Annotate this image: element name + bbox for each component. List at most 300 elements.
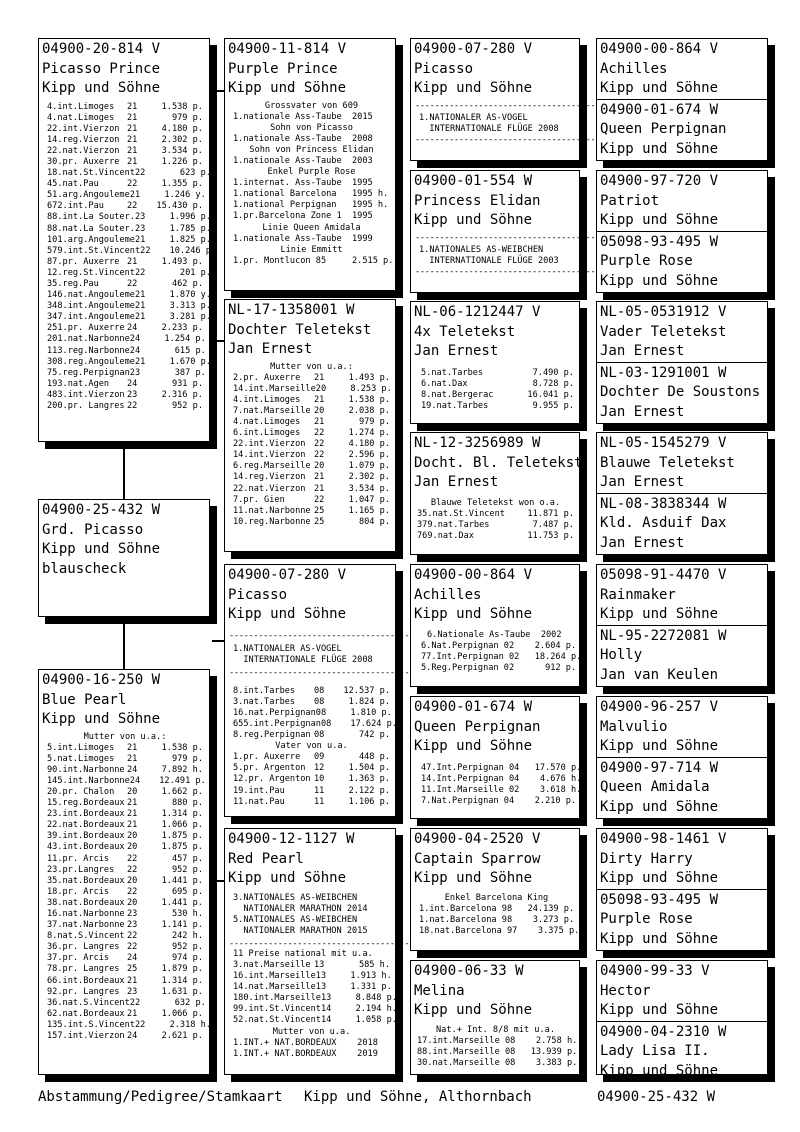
owner-name: Jan Ernest xyxy=(600,343,685,359)
result-race: 35.nat.Bordeaux xyxy=(47,875,125,886)
result-year: 22 xyxy=(314,439,325,450)
footer-breeder: Kipp und Söhne, Althornbach xyxy=(304,1089,532,1105)
pedigree-card-dam xyxy=(38,669,210,1075)
result-prize: 1.058 p. xyxy=(355,1015,397,1026)
result-race: 52.nat.St.Vincent xyxy=(233,1015,321,1026)
result-year: 24 xyxy=(129,345,141,356)
pedigree-card-pair-2 xyxy=(596,170,768,293)
result-row xyxy=(233,495,390,506)
result-year: 21 xyxy=(127,1008,138,1019)
pigeon-name: Queen Amidala xyxy=(600,779,710,795)
results-note: Blauwe Teletekst won o.a. xyxy=(430,497,561,508)
result-year: 25 xyxy=(127,964,138,975)
pigeon-name: Melina xyxy=(414,982,465,999)
result-race: 14.reg.Vierzon xyxy=(47,134,120,145)
result-prize: 1.996 p. xyxy=(169,212,211,223)
owner-name: Kipp und Söhne xyxy=(600,272,719,289)
result-prize: 1.875 p. xyxy=(161,842,203,853)
result-row xyxy=(47,401,203,412)
pigeon-name: Vader Teletekst xyxy=(600,323,727,340)
result-year: 22 xyxy=(314,428,325,439)
result-race: 251.pr. Auxerre xyxy=(47,323,125,334)
achievement-line: INTERNATIONALE FLÜGE 2008 xyxy=(233,654,373,665)
result-prize: 2.604 p. xyxy=(534,640,577,651)
connector-sire-gsire xyxy=(212,90,224,92)
result-prize: 1.493 p. xyxy=(348,372,390,383)
result-year: 22 xyxy=(127,942,138,953)
result-row xyxy=(47,190,206,201)
result-row xyxy=(47,964,203,975)
result-prize: 2.210 p. xyxy=(534,795,577,806)
results-rows xyxy=(417,509,574,542)
result-race: 22.nat.Vierzon xyxy=(47,145,120,156)
result-row xyxy=(233,708,390,719)
ring-number: 05098-93-495 W xyxy=(600,891,719,908)
footer-pedigree-label: Abstammung/Pedigree/Stamkaart xyxy=(38,1089,283,1105)
pedigree-card-g3-dds xyxy=(410,828,580,951)
results-rows xyxy=(47,742,211,1043)
ring-number: NL-17-1358001 W xyxy=(228,302,355,318)
result-race: 483.int.Vierzon xyxy=(47,389,125,400)
result-race: 6.Nat.Perpignan 02 xyxy=(421,640,515,651)
results-list xyxy=(421,762,582,807)
result-prize: 4.180 p. xyxy=(348,439,390,450)
ring-number: 04900-01-554 W xyxy=(414,173,533,189)
result-row xyxy=(47,312,211,323)
result-race: 39.int.Bordeaux xyxy=(47,831,125,842)
result-row xyxy=(47,356,211,368)
result-prize: 1.246 y. xyxy=(164,190,206,201)
result-row xyxy=(47,898,203,909)
result-row xyxy=(47,854,203,865)
ring-number: 04900-11-814 V xyxy=(228,41,347,57)
result-prize: 7.490 p. xyxy=(532,367,574,378)
result-race: 66.int.Bordeaux xyxy=(47,975,125,986)
result-year: 21 xyxy=(127,820,138,831)
result-prize: 9.955 p. xyxy=(532,400,574,411)
connector-dam-gsire xyxy=(212,640,224,642)
ring-number: 04900-07-280 V xyxy=(228,567,347,583)
result-row xyxy=(47,201,203,212)
result-prize: 1.066 p. xyxy=(161,1008,203,1019)
result-year: 20 xyxy=(127,831,138,842)
result-year: 21 xyxy=(127,112,138,123)
result-prize: 2.302 p. xyxy=(348,472,390,483)
result-prize: 2.302 p. xyxy=(161,134,203,145)
result-row xyxy=(421,795,577,807)
results-list xyxy=(421,640,582,674)
result-prize: 1.254 p. xyxy=(164,334,206,345)
result-row xyxy=(47,113,203,124)
achievement-line: 5.NATIONALES AS-WEIBCHEN xyxy=(233,914,358,925)
result-prize: 1.662 p. xyxy=(161,786,203,797)
owner-name: Kipp und Söhne xyxy=(414,212,533,228)
result-year: 22 xyxy=(127,864,138,875)
achievement-line: 1.nationale Ass-Taube 2008 xyxy=(233,133,373,144)
result-row xyxy=(47,367,206,379)
result-prize: 1.870 y. xyxy=(169,290,211,301)
result-race: 672.int.Pau xyxy=(47,201,104,212)
result-race: 30.pr. Auxerre xyxy=(47,156,120,167)
result-year: 22 xyxy=(314,450,325,461)
result-prize: 16.041 p. xyxy=(527,389,574,400)
result-prize: 17.570 p. xyxy=(534,762,582,773)
result-year: 21 xyxy=(127,156,138,167)
ring-number: NL-12-3256989 W xyxy=(414,435,541,451)
result-row xyxy=(47,279,203,290)
result-year: 23 xyxy=(127,909,138,919)
result-race: 15.reg.Bordeaux xyxy=(47,798,125,809)
result-race: 1.nat.Barcelona 98 xyxy=(419,914,513,925)
result-race: 35.reg.Pau xyxy=(47,279,99,289)
result-prize: 17.624 p. xyxy=(350,718,397,729)
result-year: 21 xyxy=(314,472,325,483)
achievement-line: 3.NATIONALES AS-WEIBCHEN xyxy=(233,892,358,903)
result-year: 21 xyxy=(134,301,146,312)
result-row xyxy=(233,686,390,697)
result-row xyxy=(47,168,211,179)
result-race: 51.arg.Angouleme xyxy=(47,190,130,201)
owner-name: Jan Ernest xyxy=(414,343,499,359)
result-row xyxy=(47,987,203,998)
result-race: 5.int.Limoges xyxy=(47,742,115,753)
result-row xyxy=(47,1009,203,1020)
owner-name: Kipp und Söhne xyxy=(600,80,719,96)
result-race: 62.nat.Bordeaux xyxy=(47,1008,125,1019)
owner-name: Jan Ernest xyxy=(600,534,685,551)
result-year: 22 xyxy=(129,997,141,1008)
result-row xyxy=(233,384,390,395)
ring-number: 04900-97-714 W xyxy=(600,759,719,776)
result-race: 19.int.Pau xyxy=(233,785,285,796)
pedigree-card-pair-3 xyxy=(596,301,768,424)
result-year: 22 xyxy=(134,168,146,179)
result-prize: 979 p. xyxy=(171,753,203,764)
result-row xyxy=(417,1057,578,1069)
result-row xyxy=(47,754,203,765)
pigeon-name: Blauwe Teletekst xyxy=(600,454,735,471)
result-race: 101.arg.Angouleme xyxy=(47,234,135,245)
ring-number: 04900-20-814 V xyxy=(42,41,161,57)
result-year: 22 xyxy=(140,245,151,256)
pigeon-name: Kld. Asduif Dax xyxy=(600,515,727,531)
result-year: 21 xyxy=(127,256,138,267)
result-row xyxy=(233,439,390,450)
separator: ------------------------------------- xyxy=(415,266,596,277)
result-race: 14.reg.Vierzon xyxy=(233,472,306,483)
achievement-line: Sohn von Picasso xyxy=(270,122,353,133)
result-race: 308.reg.Angouleme xyxy=(47,356,135,367)
result-row xyxy=(47,1031,203,1042)
result-race: 88.int.La Souter. xyxy=(47,212,135,223)
result-year: 21 xyxy=(314,416,325,427)
result-race: 3.nat.Tarbes xyxy=(233,696,296,707)
result-row xyxy=(233,395,390,406)
result-row xyxy=(233,450,390,461)
result-row xyxy=(233,993,397,1004)
result-race: 8.nat.Bergerac xyxy=(421,389,494,400)
result-race: 7.Nat.Perpignan 04 xyxy=(421,795,515,806)
pigeon-name: Lady Lisa II. xyxy=(600,1043,710,1059)
result-row xyxy=(233,960,390,971)
result-year: 22 xyxy=(127,401,138,412)
owner-name: Kipp und Söhne xyxy=(414,606,533,622)
separator: ------------------------------------- xyxy=(229,938,410,949)
result-row xyxy=(47,212,211,223)
result-race: 45.nat.Pau xyxy=(47,179,99,190)
result-row xyxy=(417,1046,578,1058)
ring-number: 04900-98-1461 V xyxy=(600,831,727,847)
result-row xyxy=(417,520,574,531)
owner-name: Jan Ernest xyxy=(228,341,313,357)
pigeon-name: Hector xyxy=(600,982,651,999)
result-prize: 585 h. xyxy=(358,959,390,970)
result-race: 579.int.St.Vincent xyxy=(47,245,141,256)
result-prize: 387 p. xyxy=(174,367,206,378)
results-list xyxy=(233,685,397,808)
result-year: 21 xyxy=(134,290,146,301)
owner-name: Kipp und Söhne xyxy=(42,80,161,96)
achievement-line: NATIONALER MARATHON 2015 xyxy=(233,925,368,936)
ring-number: 04900-06-33 W xyxy=(414,963,524,979)
results-note: Mutter von u.a.: xyxy=(270,361,353,372)
result-prize: 952 p. xyxy=(171,864,203,875)
result-race: 77.Int.Perpignan 02 xyxy=(421,651,520,662)
separator: ------------------------------------- xyxy=(229,630,410,641)
result-prize: 632 p. xyxy=(174,997,206,1008)
achievement-line: Sohn von Princess Elidan xyxy=(249,144,374,155)
result-year: 12 xyxy=(314,763,325,774)
result-race: 47.Int.Perpignan 04 xyxy=(421,762,520,773)
result-prize: 10.246 p. xyxy=(169,245,217,256)
ring-number: 04900-00-864 V xyxy=(600,41,719,57)
owner-name: Kipp und Söhne xyxy=(42,711,161,727)
owner-name: Jan van Keulen xyxy=(600,666,719,683)
owner-name: Kipp und Söhne xyxy=(228,870,347,886)
result-row xyxy=(47,787,203,798)
result-prize: 8.728 p. xyxy=(532,378,574,389)
result-row xyxy=(47,809,203,820)
result-year: 21 xyxy=(134,356,146,367)
result-prize: 3.534 p. xyxy=(161,145,203,156)
ring-number: NL-05-0531912 V xyxy=(600,304,727,320)
result-year: 21 xyxy=(127,753,138,764)
result-row xyxy=(47,135,203,146)
result-row xyxy=(419,904,574,915)
result-race: 23.int.Bordeaux xyxy=(47,809,125,820)
result-row xyxy=(47,842,203,853)
result-race: 5.pr. Argenton xyxy=(233,763,306,774)
result-prize: 1.504 p. xyxy=(348,763,390,774)
result-race: 12.pr. Argenton xyxy=(233,774,311,785)
result-race: 7.pr. Gien xyxy=(233,494,285,505)
result-row xyxy=(47,865,203,876)
result-race: 14.Int.Perpignan 04 xyxy=(421,773,520,784)
result-year: 21 xyxy=(127,123,138,134)
pedigree-card-granddam-paternal xyxy=(224,299,396,552)
result-race: 10.reg.Narbonne xyxy=(233,516,311,527)
result-row xyxy=(233,517,390,528)
result-prize: 1.141 p. xyxy=(161,920,203,931)
result-prize: 1.785 p. xyxy=(169,223,211,234)
result-race: 1.pr. Auxerre xyxy=(233,752,301,763)
result-race: 5.nat.Limoges xyxy=(47,753,115,764)
achievement-line: Grossvater von 609 xyxy=(264,100,359,111)
result-row xyxy=(47,765,203,776)
achievement-line: INTERNATIONALE FLÜGE 2008 xyxy=(419,123,559,134)
result-row xyxy=(47,775,206,787)
result-row xyxy=(47,876,203,887)
result-year: 25 xyxy=(314,505,325,516)
pedigree-card-subject xyxy=(38,499,210,617)
result-row xyxy=(47,245,217,257)
owner-name: Kipp und Söhne xyxy=(600,798,719,815)
result-race: 78.pr. Langres xyxy=(47,964,120,975)
result-year: 22 xyxy=(127,279,138,289)
result-race: 18.nat.Barcelona 97 xyxy=(419,925,518,936)
pedigree-card-g3-dd xyxy=(410,432,583,555)
result-prize: 979 p. xyxy=(358,416,390,427)
result-row xyxy=(233,484,390,495)
pigeon-name: Rainmaker xyxy=(600,586,676,603)
result-year: 23 xyxy=(134,212,146,223)
result-prize: 2.038 p. xyxy=(348,405,390,416)
result-year: 22 xyxy=(134,267,146,278)
result-prize: 1.363 p. xyxy=(348,774,390,785)
result-row xyxy=(233,797,390,808)
ring-number: 04900-25-432 W xyxy=(42,502,161,518)
result-year: 09 xyxy=(314,752,325,763)
achievement-lines xyxy=(233,100,394,267)
result-prize: 1.066 p. xyxy=(161,820,203,831)
result-row xyxy=(233,774,390,785)
achievement-line: INTERNATIONALE FLÜGE 2003 xyxy=(419,255,559,266)
result-prize: 4.676 h. xyxy=(539,773,582,784)
owner-name: Kipp und Söhne xyxy=(600,140,719,157)
result-race: 193.nat.Agen xyxy=(47,378,110,389)
ring-number: 04900-97-720 V xyxy=(600,173,719,189)
result-year: 08 xyxy=(315,707,327,718)
result-prize: 1.825 p. xyxy=(169,234,211,245)
result-race: 38.nat.Bordeaux xyxy=(47,897,125,908)
result-race: 4.nat.Limoges xyxy=(233,416,301,427)
result-row xyxy=(421,784,582,796)
result-year: 20 xyxy=(127,786,138,797)
result-race: 8.nat.S.Vincent xyxy=(47,931,125,942)
result-year: 21 xyxy=(127,145,138,156)
result-year: 20 xyxy=(314,461,325,472)
result-prize: 2.758 h. xyxy=(535,1035,578,1046)
result-prize: 2.233 p. xyxy=(161,323,203,334)
results-rows xyxy=(417,1035,578,1069)
ring-number: 04900-16-250 W xyxy=(42,672,161,688)
achievement-line: Linie Emmitt xyxy=(280,244,343,255)
result-year: 21 xyxy=(127,809,138,820)
pigeon-name: Dochter Teletekst xyxy=(228,321,372,338)
result-row xyxy=(233,1004,397,1015)
result-year: 21 xyxy=(314,372,325,383)
achievement-lines-offspring xyxy=(233,1038,390,1060)
result-row xyxy=(417,509,574,520)
connector-sire-gdam xyxy=(212,340,224,342)
ring-number: NL-03-1291001 W xyxy=(600,364,727,381)
result-prize: 7.892 h. xyxy=(161,764,203,775)
result-prize: 24.139 p. xyxy=(527,903,575,914)
results-list xyxy=(233,362,390,528)
result-prize: 1.331 p. xyxy=(350,982,392,993)
result-row xyxy=(47,223,211,235)
result-prize: 7.487 p. xyxy=(532,519,574,530)
result-prize: 979 p. xyxy=(171,112,203,123)
result-race: 43.int.Bordeaux xyxy=(47,842,125,853)
result-row xyxy=(47,301,211,312)
pigeon-name: Captain Sparrow xyxy=(414,850,541,867)
result-race: 12.reg.St.Vincent xyxy=(47,267,135,278)
result-row xyxy=(233,1015,397,1026)
result-prize: 1.879 p. xyxy=(161,964,203,975)
results-list xyxy=(233,948,397,1038)
result-race: 6.reg.Marseille xyxy=(233,461,311,472)
result-year: 21 xyxy=(129,190,141,201)
result-prize: 4.180 p. xyxy=(161,123,203,134)
achievement-line: 6.Nationale As-Taube 2002 xyxy=(427,629,562,640)
result-race: 347.int.Angouleme xyxy=(47,312,135,323)
result-year: 21 xyxy=(127,101,138,112)
result-year: 24 xyxy=(129,334,141,345)
result-prize: 1.314 p. xyxy=(161,975,203,986)
result-race: 769.nat.Dax xyxy=(417,530,474,541)
result-year: 08 xyxy=(314,730,325,741)
result-year: 24 xyxy=(127,323,138,334)
result-race: 348.int.Angouleme xyxy=(47,301,135,312)
result-prize: 804 p. xyxy=(358,516,390,527)
result-race: 11.Int.Marseille 02 xyxy=(421,784,520,795)
result-prize: 1.538 p. xyxy=(161,101,203,112)
result-row xyxy=(233,971,390,982)
result-race: 88.nat.La Souter. xyxy=(47,223,135,234)
result-row xyxy=(47,334,206,345)
result-race: 5.nat.Tarbes xyxy=(421,367,484,378)
result-year: 23 xyxy=(129,367,141,378)
owner-name: Kipp und Söhne xyxy=(600,1002,719,1018)
result-prize: 2.316 p. xyxy=(161,389,203,400)
ring-number: 04900-01-674 W xyxy=(600,101,719,118)
result-year: 23 xyxy=(127,986,138,997)
result-row xyxy=(233,752,390,763)
pigeon-name: Grd. Picasso xyxy=(42,521,144,538)
result-prize: 13.939 p. xyxy=(530,1046,578,1057)
result-row xyxy=(417,1035,578,1047)
result-year: 22 xyxy=(127,886,138,897)
result-race: 8.reg.Perpignan xyxy=(233,730,311,741)
achievement-line: 1.nationale Ass-Taube 2015 xyxy=(233,111,373,122)
result-year: 20 xyxy=(315,383,327,394)
pigeon-name: Purple Rose xyxy=(600,911,693,927)
result-prize: 3.281 p. xyxy=(169,312,211,323)
result-prize: 1.314 p. xyxy=(161,809,203,820)
result-year: 23 xyxy=(127,389,138,400)
result-race: 36.pr. Langres xyxy=(47,942,120,953)
achievement-line: 1.internat. Ass-Taube 1995 xyxy=(233,178,373,189)
result-race: 16.nat.Perpignan xyxy=(233,707,316,718)
results-rows xyxy=(233,685,397,741)
result-race: 4.nat.Limoges xyxy=(47,112,115,123)
result-row xyxy=(233,786,390,797)
result-race: 6.int.Limoges xyxy=(233,428,301,439)
result-prize: 15.430 p. xyxy=(156,201,203,212)
result-race: 379.nat.Tarbes xyxy=(417,519,490,530)
pigeon-name: Dochter De Soustons xyxy=(600,384,761,400)
